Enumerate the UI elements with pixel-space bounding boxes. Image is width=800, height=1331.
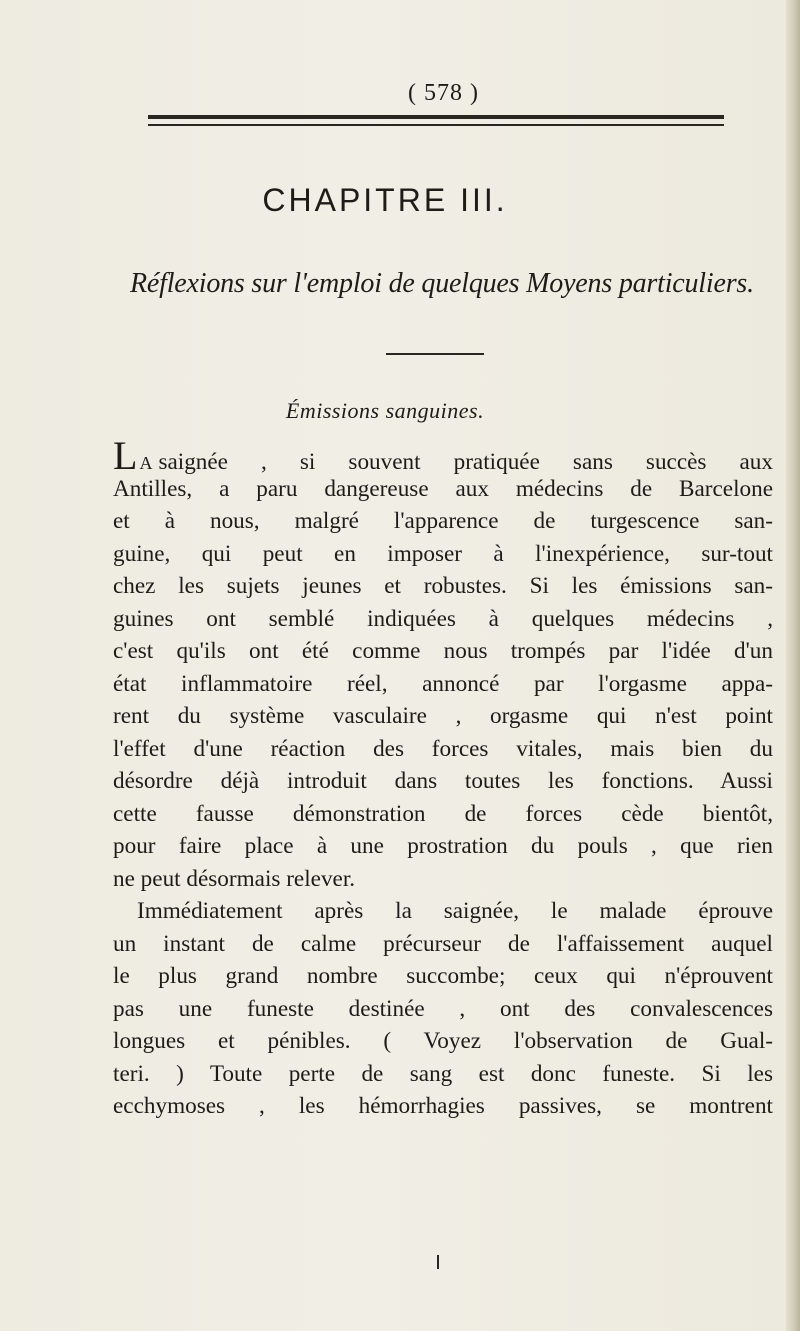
text-line: le plus grand nombre succombe; ceux qui n'éprouvent	[113, 963, 773, 989]
paragraph-2-first-line: Immédiatement après la saignée, le malade éprouve	[137, 898, 773, 924]
text-line: pas une funeste destinée , ont des convalescences	[113, 995, 773, 1022]
text-line: pour faire place à une prostration du pouls , que rien	[113, 833, 773, 859]
body-text	[113, 433, 773, 1123]
header-rule-thick	[148, 115, 724, 119]
text-line: état inflammatoire réel, annoncé par l'orgasme appa-	[113, 670, 773, 697]
first-line-text: saignée , si souvent pratiquée sans succès aux	[158, 449, 773, 475]
text-line: c'est qu'ils ont été comme nous trompés par l'idée d'un	[113, 638, 773, 664]
header-rule-thin	[148, 124, 724, 126]
section-divider	[386, 353, 484, 355]
text-line: ecchymoses , les hémorrhagies passives, se montrent	[113, 1093, 773, 1119]
text-line: rent du système vasculaire , orgasme qui n'est point	[113, 703, 773, 729]
page-number: ( 578 )	[408, 80, 479, 106]
text-line: longues et pénibles. ( Voyez l'observation de Gual-	[113, 1028, 773, 1054]
paragraph-1-first-line	[113, 433, 773, 478]
text-line: Antilles, a paru dangereuse aux médecins de Barcelone	[113, 475, 773, 502]
text-line: chez les sujets jeunes et robustes. Si les émissions san-	[113, 573, 773, 599]
bottom-mark	[437, 1255, 439, 1269]
first-word-rest: A	[139, 453, 153, 473]
text-line: l'effet d'une réaction des forces vitales, mais bien du	[113, 735, 773, 762]
text-line: guine, qui peut en imposer à l'inexpérience, sur-tout	[113, 540, 773, 567]
text-line: ne peut désormais relever.	[113, 865, 356, 892]
drop-cap: L	[113, 433, 138, 478]
chapter-title: CHAPITRE III.	[262, 182, 508, 218]
text-line: cette fausse démonstration de forces cède bientôt,	[113, 800, 773, 827]
section-heading: Réflexions sur l'emploi de quelques Moyens particuliers.	[130, 268, 754, 299]
subheading: Émissions sanguines.	[285, 398, 485, 423]
text-line: un instant de calme précurseur de l'affaissement auquel	[113, 930, 773, 957]
text-line: et à nous, malgré l'apparence de turgescence san-	[113, 508, 773, 534]
text-line: teri. ) Toute perte de sang est donc funeste. Si les	[113, 1060, 773, 1087]
text-line: guines ont semblé indiquées à quelques médecins ,	[113, 605, 773, 632]
text-line: désordre déjà introduit dans toutes les fonctions. Aussi	[113, 768, 773, 794]
